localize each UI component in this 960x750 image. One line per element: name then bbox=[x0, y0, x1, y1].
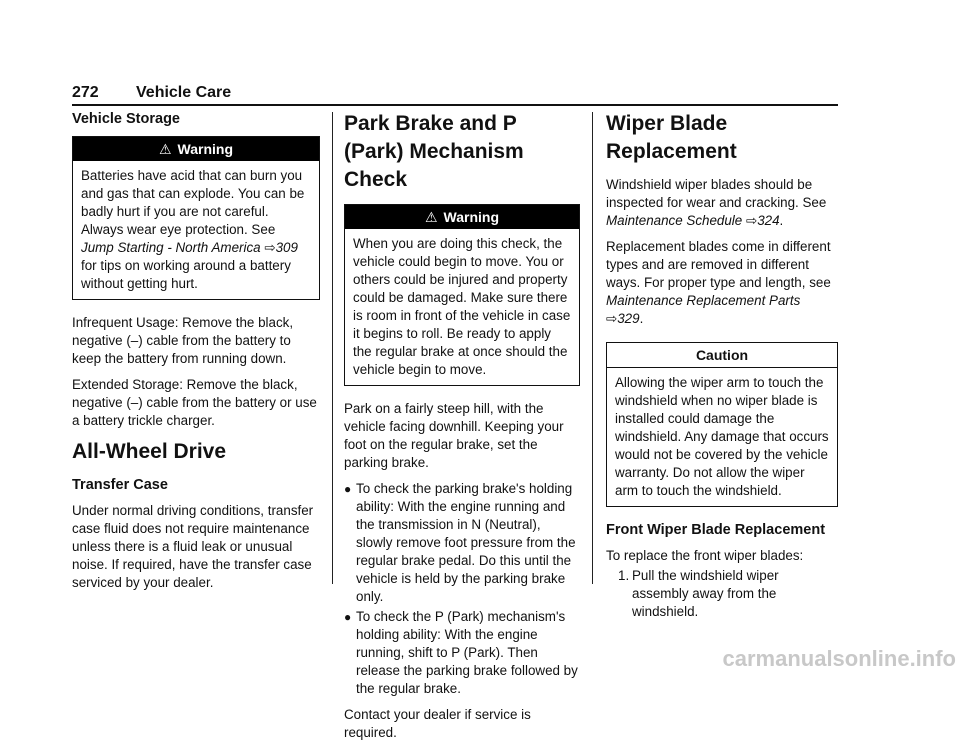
all-wheel-drive-heading: All-Wheel Drive bbox=[72, 440, 227, 463]
park-brake-intro: Park on a fairly steep hill, with the vehicle facing downhill. Keeping your foot on the regular brake, set the parking brake. bbox=[344, 401, 564, 470]
warning-header bbox=[345, 205, 579, 229]
column-left bbox=[72, 110, 320, 600]
bullet-icon: ● bbox=[344, 610, 352, 624]
page-ref[interactable]: 324 bbox=[757, 213, 780, 228]
page-ref[interactable]: 329 bbox=[617, 311, 640, 326]
warning-box bbox=[344, 204, 580, 386]
column-divider bbox=[592, 112, 593, 584]
caution-box bbox=[606, 342, 838, 507]
column-divider bbox=[332, 112, 333, 584]
page-ref[interactable]: 309 bbox=[275, 240, 298, 255]
page-ref-arrow-icon: ⇨ bbox=[606, 311, 618, 326]
warning-header bbox=[73, 137, 319, 161]
bullet-icon: ● bbox=[344, 482, 352, 496]
header-rule bbox=[72, 104, 838, 106]
maintenance-schedule-link[interactable]: Maintenance Schedule bbox=[606, 213, 743, 228]
list-item bbox=[344, 608, 580, 698]
page-ref-arrow-icon: ⇨ bbox=[264, 240, 276, 255]
warning-icon: ⚠ bbox=[158, 141, 172, 157]
warning-text: Batteries have acid that can burn you and gas that can explode. You can be badly hurt if you are not careful. Always wear eye protection. See bbox=[81, 168, 305, 237]
column-right bbox=[606, 110, 838, 621]
warning-text-tail: for tips on working around a battery without getting hurt. bbox=[81, 258, 291, 291]
warning-body: When you are doing this check, the vehicle could begin to move. You or others could be injured and property could be damaged. Make sure there is room in front of the vehicle in case it begins to roll. Be ready to apply the regular brake at once should the vehicle begin to move. bbox=[353, 236, 571, 377]
transfer-case-text: Under normal driving conditions, transfer case fluid does not require maintenance unless there is a fluid leak or unusual noise. If required, have the transfer case serviced by your dealer. bbox=[72, 503, 314, 590]
caution-title: Caution bbox=[607, 343, 837, 368]
wiper-inspect-text: Windshield wiper blades should be inspected for wear and cracking. See Maintenance Schedule ⇨324. bbox=[606, 177, 827, 228]
steps-list bbox=[606, 567, 838, 621]
warning-title: Warning bbox=[177, 141, 234, 157]
column-middle bbox=[344, 110, 580, 750]
step-text: Pull the windshield wiper assembly away from the windshield. bbox=[632, 568, 779, 619]
contact-dealer-text: Contact your dealer if service is required. bbox=[344, 707, 531, 740]
replacement-blades-body: Replacement blades come in different types and are removed in different ways. For proper type and length, see bbox=[606, 239, 831, 290]
jump-starting-link[interactable]: Jump Starting - North America bbox=[81, 240, 261, 255]
transfer-case-heading: Transfer Case bbox=[72, 477, 168, 493]
warning-box bbox=[72, 136, 320, 300]
replacement-blades-text: Replacement blades come in different types and are removed in different ways. For proper type and length, see Maintenance Replacement Parts ⇨329. bbox=[606, 239, 831, 326]
wiper-blade-heading: Wiper Blade Replacement bbox=[606, 112, 737, 163]
page-header-title: Vehicle Care bbox=[136, 84, 232, 101]
vehicle-storage-heading: Vehicle Storage bbox=[72, 111, 180, 127]
page-header bbox=[72, 82, 838, 104]
warning-icon: ⚠ bbox=[424, 209, 438, 225]
list-item-text: To check the parking brake's holding ability: With the engine running and the transmission in N (Neutral), slowly remove foot pressure from the regular brake pedal. Do this until the vehicle is held by the parking brake only. bbox=[356, 481, 576, 604]
warning-body bbox=[73, 161, 319, 299]
maintenance-parts-link[interactable]: Maintenance Replacement Parts bbox=[606, 293, 801, 308]
front-wiper-heading: Front Wiper Blade Replacement bbox=[606, 522, 826, 538]
warning-title: Warning bbox=[443, 209, 500, 225]
list-item-text: To check the P (Park) mechanism's holding ability: With the engine running, shift to P (Park). Then release the parking brake followed by the regular brake. bbox=[356, 609, 578, 696]
check-list bbox=[344, 480, 580, 698]
wiper-inspect-body: Windshield wiper blades should be inspected for wear and cracking. See bbox=[606, 177, 827, 210]
list-item bbox=[344, 480, 580, 606]
front-wiper-intro: To replace the front wiper blades: bbox=[606, 548, 804, 563]
park-brake-heading: Park Brake and P (Park) Mechanism Check bbox=[344, 112, 524, 191]
caution-body: Allowing the wiper arm to touch the windshield when no wiper blade is installed could damage the windshield. Any damage that occurs would not be covered by the vehicle warranty. Do not allow the wiper arm to touch the windshield. bbox=[615, 375, 829, 498]
watermark-logo: carmanualsonline.info bbox=[722, 646, 956, 671]
extended-storage-text: Extended Storage: Remove the black, negative (–) cable from the battery or use a battery trickle charger. bbox=[72, 377, 317, 428]
page-number: 272 bbox=[72, 84, 99, 101]
page-ref-arrow-icon: ⇨ bbox=[745, 213, 758, 228]
list-item bbox=[618, 567, 838, 621]
infrequent-usage-text: Infrequent Usage: Remove the black, negative (–) cable from the battery to keep the battery from running down. bbox=[72, 315, 294, 366]
step-number: 1. bbox=[618, 568, 630, 583]
